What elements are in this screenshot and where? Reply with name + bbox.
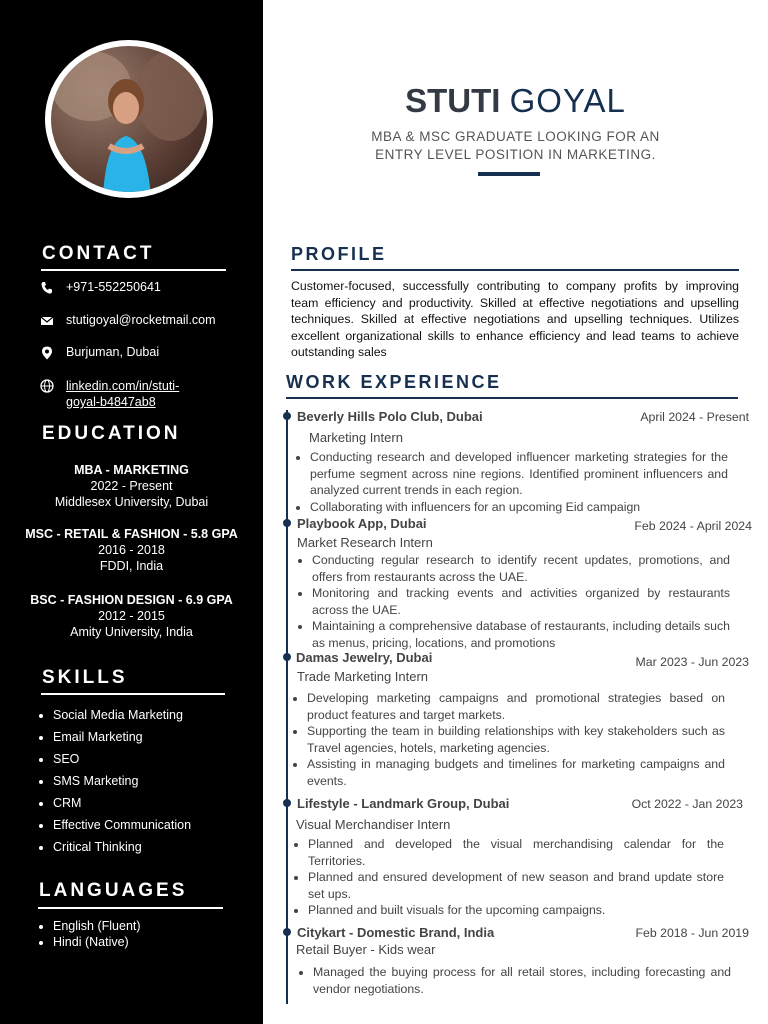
language-item: • English (Fluent): [53, 918, 141, 934]
languages-divider: [38, 907, 223, 909]
linkedin-link[interactable]: linkedin.com/in/stuti- goyal-b4847ab8: [66, 379, 180, 409]
education-item: BSC - FASHION DESIGN - 6.9 GPA 2012 - 2015 Amity University, India: [30, 593, 233, 639]
tagline: MBA & MSC GRADUATE LOOKING FOR AN ENTRY LEVEL POSITION IN MARKETING.: [371, 129, 660, 162]
profile-divider: [291, 269, 739, 271]
job-role: Visual Merchandiser Intern: [296, 817, 451, 832]
education-item: MBA - MARKETING 2022 - Present Middlesex University, Dubai: [54, 463, 209, 509]
job-company: Playbook App, Dubai: [297, 516, 427, 531]
job-company: Damas Jewelry, Dubai: [296, 650, 433, 665]
job-company: Lifestyle - Landmark Group, Dubai: [297, 796, 510, 811]
job-role: Market Research Intern: [297, 535, 433, 550]
globe-icon: [40, 379, 54, 393]
language-item: • Hindi (Native): [53, 934, 141, 950]
profile-heading: PROFILE: [291, 244, 387, 264]
mail-icon: [40, 314, 54, 328]
work-heading: WORK EXPERIENCE: [286, 372, 502, 392]
skill-item: • CRM: [53, 794, 191, 816]
timeline-dot: [283, 519, 291, 527]
job-bullets: • Planned and developed the visual merchandising calendar for the Territories. • Planned and ensured development of new season and brand update store set ups. • Planned and built visuals for the upcoming campaigns.: [294, 836, 724, 919]
languages-list: [37, 918, 141, 950]
contact-location: [40, 345, 159, 360]
job-bullets: • Managed the buying process for all retail stores, including forecasting and vendor negotiations.: [299, 964, 731, 997]
location-text: Burjuman, Dubai: [66, 345, 160, 359]
timeline-dot: [283, 799, 291, 807]
education-heading: EDUCATION: [42, 423, 181, 444]
job-dates: Oct 2022 - Jan 2023: [631, 797, 743, 811]
work-divider: [286, 397, 738, 399]
job-role: Marketing Intern: [309, 430, 403, 445]
job-bullets: • Conducting regular research to identify recent updates, promotions, and offers from restaurants across the UAE. • Monitoring and tracking events and activities organized by restaurants across the UAE. • Maintaining a comprehensive database of restaurants, including details such as menus, pricing, locations, and promotions: [298, 552, 730, 651]
profile-photo: [45, 40, 213, 198]
phone-text: +971-552250641: [66, 280, 161, 294]
job-company: Beverly Hills Polo Club, Dubai: [297, 409, 483, 424]
skill-item: • SEO: [53, 750, 191, 772]
skills-heading: SKILLS: [42, 667, 128, 688]
job-dates: April 2024 - Present: [640, 410, 749, 424]
skill-item: • Social Media Marketing: [53, 706, 191, 728]
job-role: Retail Buyer - Kids wear: [296, 942, 436, 957]
location-pin-icon: [40, 346, 54, 360]
job-dates: Feb 2024 - April 2024: [634, 519, 752, 533]
skill-item: • Critical Thinking: [53, 838, 191, 860]
header-accent-bar: [478, 172, 540, 176]
timeline-dot: [283, 928, 291, 936]
skill-item: • Effective Communication: [53, 816, 191, 838]
timeline-dot: [283, 653, 291, 661]
skills-divider: [41, 693, 225, 695]
timeline: [286, 410, 288, 1004]
job-bullets: • Conducting research and developed influencer marketing strategies for the perfume segment across nine regions. Identified prominent influencers and analyzed current trends in each region. • Collaborating with influencers for an upcoming Eid campaign: [296, 449, 728, 515]
education-item: MSC - RETAIL & FASHION - 5.8 GPA 2016 - 2018 FDDI, India: [25, 527, 238, 573]
candidate-name: STUTI GOYAL: [405, 82, 626, 119]
phone-icon: [40, 281, 54, 295]
profile-text: Customer-focused, successfully contributing to company profits by improving team efficiency and productivity. Skilled at effective negotiations and upselling techniques. Skilled at effective negotiations and upselling techniques. Utilizes excellent organizational skills to enhance efficiency and lead teams to achieve outstanding sales: [291, 279, 739, 360]
timeline-dot: [283, 412, 291, 420]
contact-heading: CONTACT: [42, 243, 155, 264]
skills-list: [37, 706, 191, 860]
job-dates: Mar 2023 - Jun 2023: [635, 655, 749, 669]
skill-item: • SMS Marketing: [53, 772, 191, 794]
contact-email: [40, 313, 216, 328]
skill-item: • Email Marketing: [53, 728, 191, 750]
languages-heading: LANGUAGES: [39, 880, 188, 901]
contact-divider: [41, 269, 226, 271]
job-bullets: • Developing marketing campaigns and promotional strategies based on product features and target markets. • Supporting the team in building relationships with key stakeholders such as Travel agencies, hotels, marketing agencies. • Assisting in managing budgets and timelines for marketing campaigns and events.: [293, 690, 725, 789]
job-company: Citykart - Domestic Brand, India: [297, 925, 495, 940]
sidebar: [0, 0, 263, 1024]
email-text: stutigoyal@rocketmail.com: [66, 313, 216, 327]
contact-linkedin[interactable]: [40, 378, 179, 410]
job-dates: Feb 2018 - Jun 2019: [635, 926, 749, 940]
contact-phone: [40, 280, 161, 295]
job-role: Trade Marketing Intern: [297, 669, 429, 684]
